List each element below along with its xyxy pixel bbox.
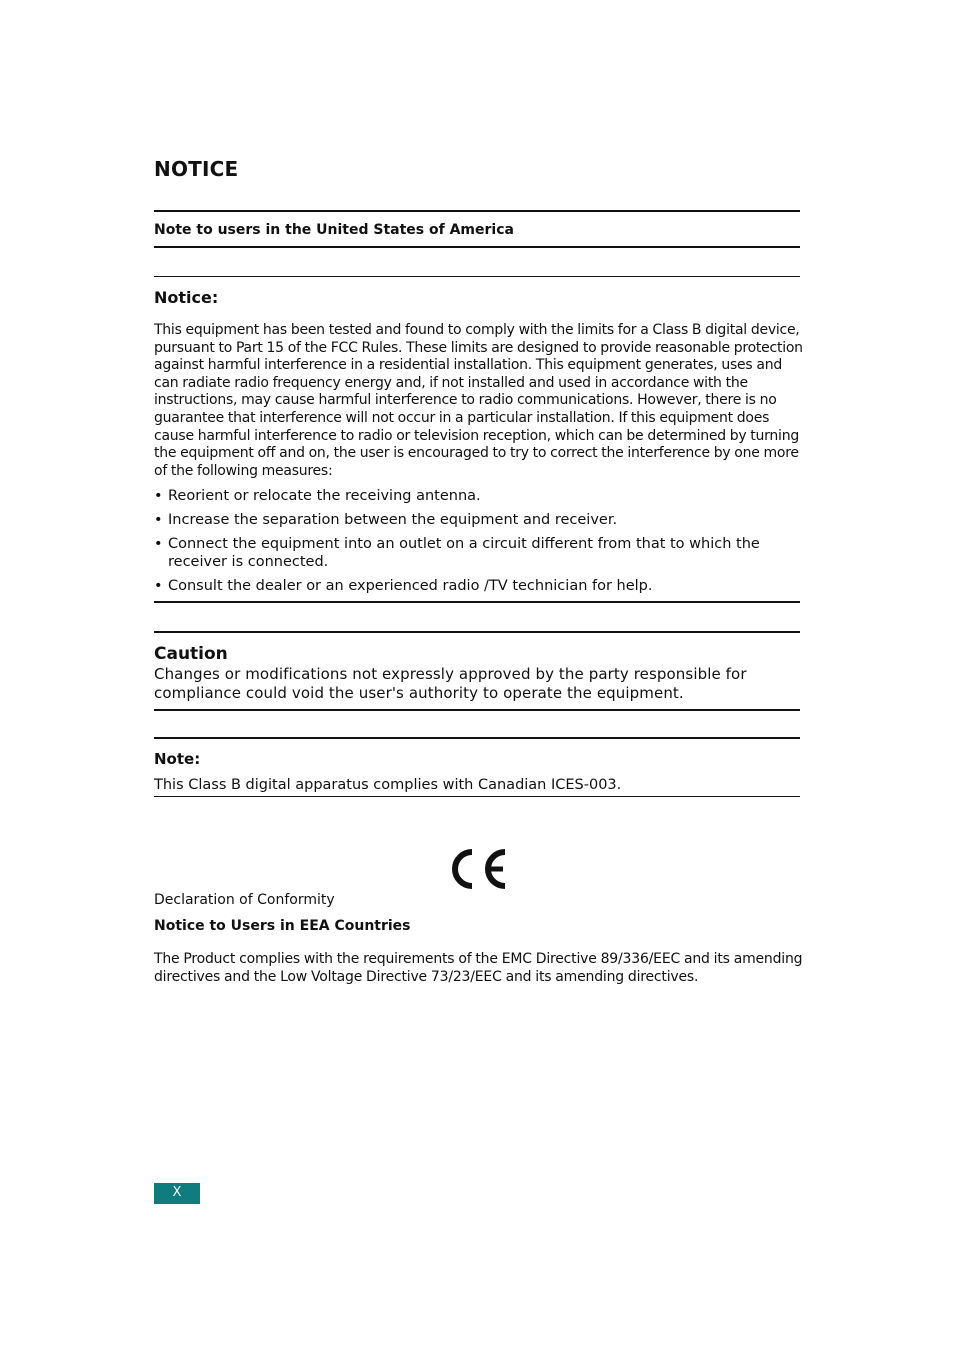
notice-heading: Notice: — [154, 288, 219, 307]
measures-list — [154, 487, 804, 601]
eea-heading: Notice to Users in EEA Countries — [154, 918, 411, 934]
divider — [154, 601, 800, 603]
note-heading: Note: — [154, 750, 201, 768]
page-title: NOTICE — [154, 157, 239, 181]
list-item: • Consult the dealer or an experienced radio /TV technician for help. — [154, 577, 804, 595]
divider — [154, 709, 800, 711]
list-item: • Connect the equipment into an outlet on a circuit different from that to which the receiver is connected. — [154, 535, 804, 571]
divider — [154, 631, 800, 633]
divider — [154, 246, 800, 248]
ce-mark-icon — [448, 848, 508, 890]
declaration-of-conformity: Declaration of Conformity — [154, 892, 335, 908]
caution-heading: Caution — [154, 644, 228, 664]
page-number-badge: X — [154, 1183, 200, 1204]
divider — [154, 737, 800, 739]
list-item: • Increase the separation between the equipment and receiver. — [154, 511, 804, 529]
divider — [154, 276, 800, 277]
divider — [154, 796, 800, 797]
divider — [154, 210, 800, 212]
caution-body: Changes or modifications not expressly approved by the party responsible for compliance could void the user's authority to operate the equipment. — [154, 665, 747, 702]
list-item: • Reorient or relocate the receiving antenna. — [154, 487, 804, 505]
us-section-heading: Note to users in the United States of America — [154, 222, 514, 238]
note-body: This Class B digital apparatus complies with Canadian ICES-003. — [154, 777, 622, 793]
notice-body: This equipment has been tested and found to comply with the limits for a Class B digital device, pursuant to Part 15 of the FCC Rules. These limits are designed to provide reasonable protection against harmful interference in a residential installation. This equipment generates, uses and can radiate radio frequency energy and, if not installed and used in accordance with the instructions, may cause harmful interference to radio communications. However, there is no guarantee that interference will not occur in a particular installation. If this equipment does cause harmful interference to radio or television reception, which can be determined by turning the equipment off and on, the user is encouraged to try to correct the interference by one more of the following measures: — [154, 322, 803, 479]
eea-body: The Product complies with the requirements of the EMC Directive 89/336/EEC and its amending directives and the Low Voltage Directive 73/23/EEC and its amending directives. — [154, 951, 803, 985]
